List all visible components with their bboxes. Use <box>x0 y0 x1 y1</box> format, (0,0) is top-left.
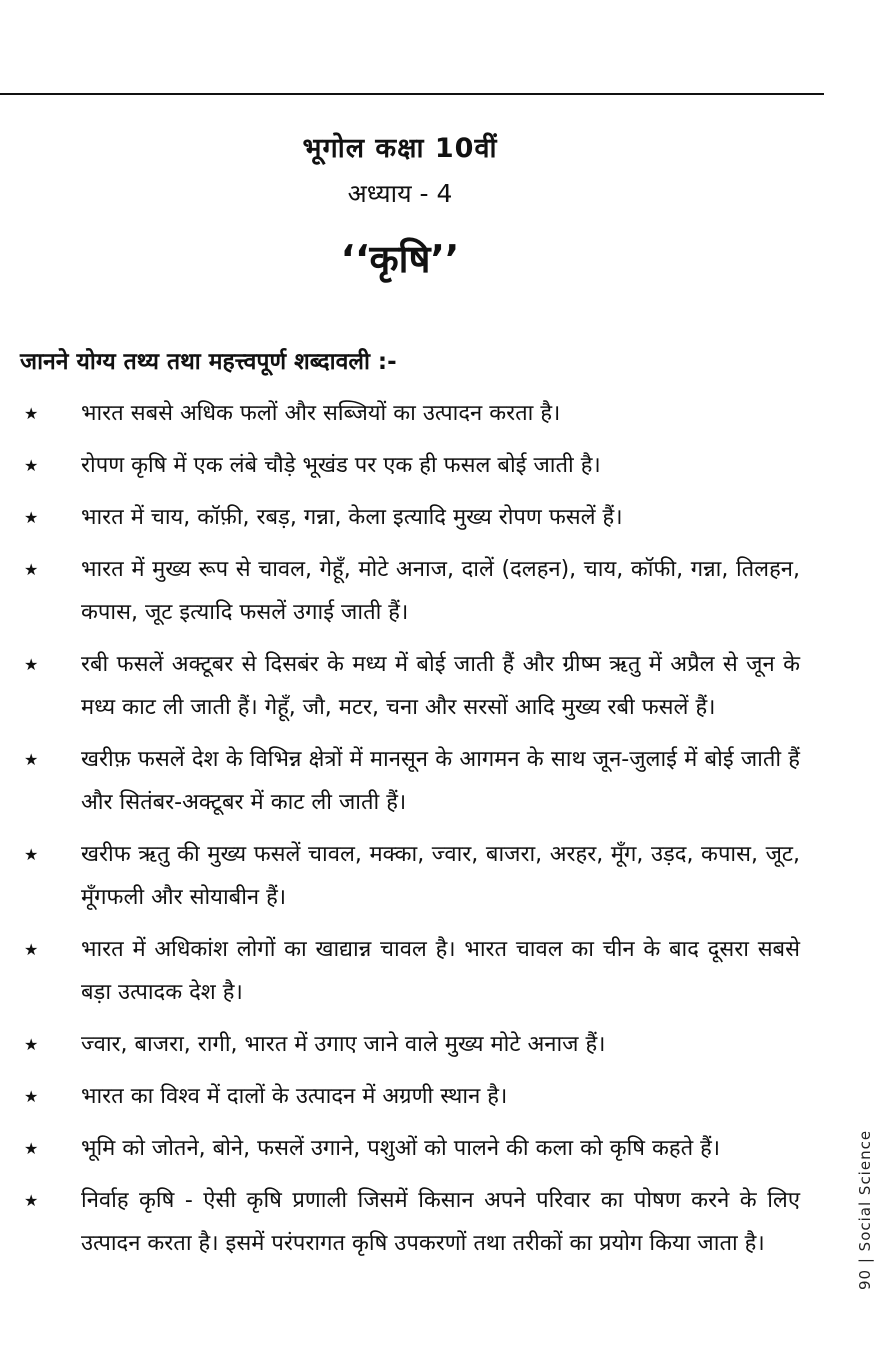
list-item <box>0 928 800 1014</box>
fact-text: भारत में अधिकांश लोगों का खाद्यान्न चावल है। भारत चावल का चीन के बाद दूसरा सबसे बड़ा उत्पादक देश है। <box>81 937 800 1005</box>
list-item <box>0 833 800 919</box>
star-bullet-icon: ★ <box>24 1087 39 1106</box>
list-item <box>0 496 800 539</box>
list-item <box>0 548 800 634</box>
fact-text: ज्वार, बाजरा, रागी, भारत में उगाए जाने वाले मुख्य मोटे अनाज हैं। <box>81 1032 606 1057</box>
fact-text: रबी फसलें अक्टूबर से दिसबंर के मध्य में बोई जाती हैं और ग्रीष्म ऋतु में अप्रैल से जून के मध्य काट ली जाती हैं। गेहूँ, जौ, मटर, चना और सरसों आदि मुख्य रबी फसलें हैं। <box>81 652 800 720</box>
top-divider <box>0 93 824 95</box>
list-item <box>0 738 800 824</box>
list-item <box>0 1023 800 1066</box>
star-bullet-icon: ★ <box>24 1035 39 1054</box>
star-bullet-icon: ★ <box>24 845 39 864</box>
list-item <box>0 643 800 729</box>
section-heading: जानने योग्य तथ्य तथा महत्त्वपूर्ण शब्दावली :- <box>20 349 397 375</box>
list-item <box>0 392 800 435</box>
star-bullet-icon: ★ <box>24 404 39 423</box>
star-bullet-icon: ★ <box>24 1139 39 1158</box>
list-item <box>0 1179 800 1265</box>
fact-text: भारत का विश्व में दालों के उत्पादन में अग्रणी स्थान है। <box>81 1084 508 1109</box>
star-bullet-icon: ★ <box>24 655 39 674</box>
chapter-label: अध्याय - 4 <box>347 179 453 208</box>
star-bullet-icon: ★ <box>24 560 39 579</box>
fact-text: भारत सबसे अधिक फलों और सब्जियों का उत्पादन करता है। <box>81 401 561 426</box>
fact-text: रोपण कृषि में एक लंबे चौड़े भूखंड पर एक ही फसल बोई जाती है। <box>81 453 601 478</box>
fact-text: भारत में मुख्य रूप से चावल, गेहूँ, मोटे अनाज, दालें (दलहन), चाय, कॉफी, गन्ना, तिलहन, कपास, जूट इत्यादि फसलें उगाई जाती हैं। <box>81 557 800 625</box>
subject-heading: भूगोल कक्षा 10वीं <box>302 133 498 164</box>
fact-text: खरीफ़ फसलें देश के विभिन्न क्षेत्रों में मानसून के आगमन के साथ जून-जुलाई में बोई जाती हैं और सितंबर-अक्टूबर में काट ली जाती हैं। <box>81 747 800 815</box>
list-item <box>0 1075 800 1118</box>
star-bullet-icon: ★ <box>24 508 39 527</box>
page-title: ‘‘कृषि’’ <box>340 237 460 281</box>
list-item <box>0 444 800 487</box>
side-page-mark: 90 | Social Science <box>856 1129 874 1290</box>
star-bullet-icon: ★ <box>24 1191 39 1210</box>
star-bullet-icon: ★ <box>24 940 39 959</box>
fact-text: खरीफ ऋतु की मुख्य फसलें चावल, मक्का, ज्वार, बाजरा, अरहर, मूँग, उड़द, कपास, जूट, मूँगफली और सोयाबीन हैं। <box>81 842 800 910</box>
star-bullet-icon: ★ <box>24 456 39 475</box>
fact-text: भारत में चाय, कॉफ़ी, रबड़, गन्ना, केला इत्यादि मुख्य रोपण फसलें हैं। <box>81 505 623 530</box>
list-item <box>0 1127 800 1170</box>
fact-text: निर्वाह कृषि - ऐसी कृषि प्रणाली जिसमें किसान अपने परिवार का पोषण करने के लिए उत्पादन करता है। इसमें परंपरागत कृषि उपकरणों तथा तरीकों का प्रयोग किया जाता है। <box>81 1188 800 1256</box>
facts-list <box>0 392 800 1274</box>
fact-text: भूमि को जोतने, बोने, फसलें उगाने, पशुओं को पालने की कला को कृषि कहते हैं। <box>81 1136 721 1161</box>
star-bullet-icon: ★ <box>24 750 39 769</box>
